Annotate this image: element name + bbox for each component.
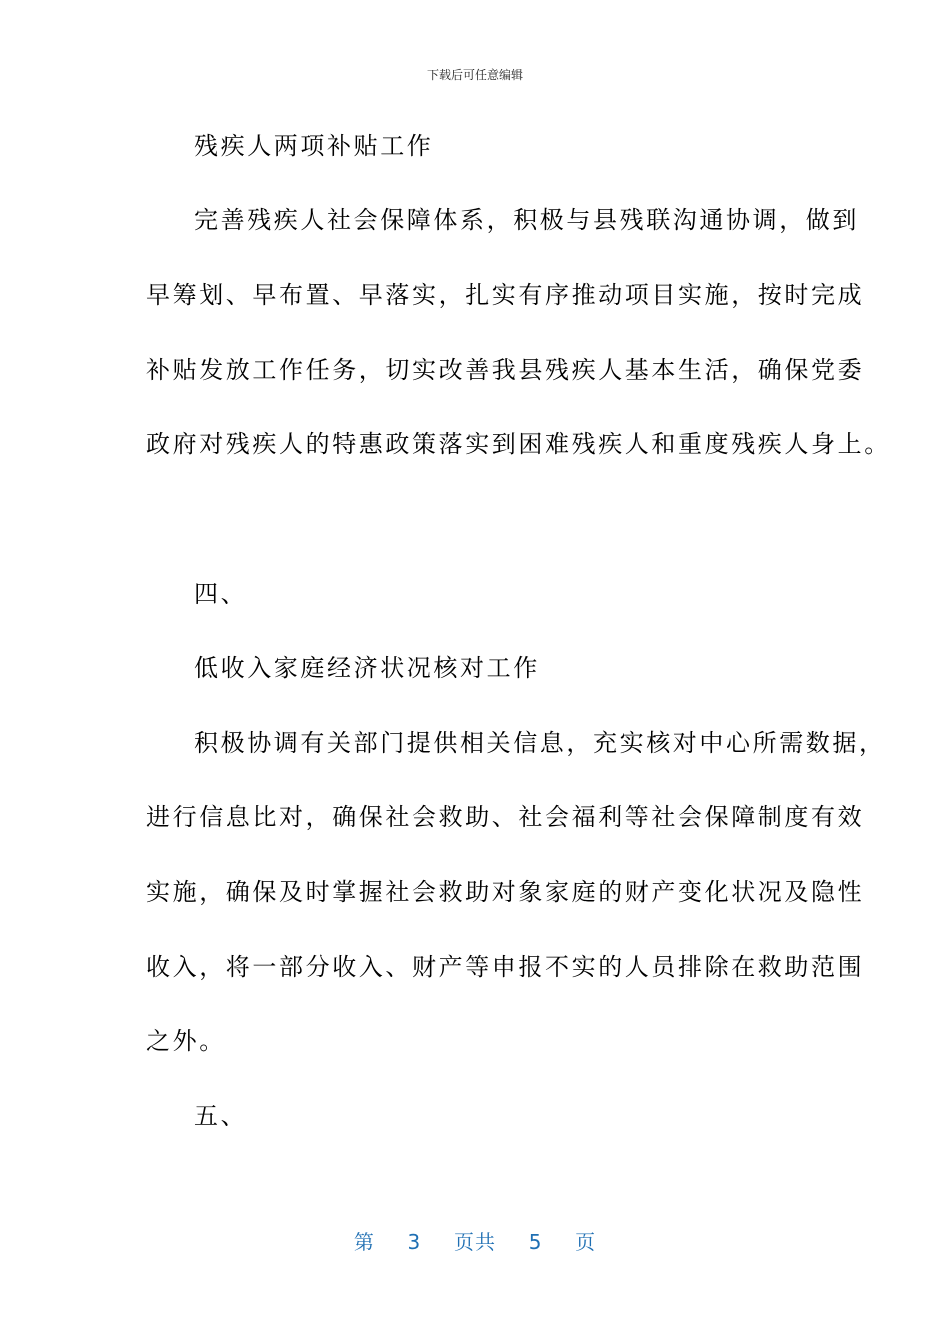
paragraph-line: 补贴发放工作任务，切实改善我县残疾人基本生活，确保党委	[146, 356, 865, 384]
paragraph-line: 之外。	[146, 1027, 226, 1055]
paragraph-line: 收入，将一部分收入、财产等申报不实的人员排除在救助范围	[146, 953, 865, 981]
paragraph-line: 早筹划、早布置、早落实，扎实有序推动项目实施，按时完成	[146, 281, 865, 309]
page-footer	[0, 1226, 950, 1255]
paragraph-line: 进行信息比对，确保社会救助、社会福利等社会保障制度有效	[146, 803, 865, 831]
paragraph-line: 政府对残疾人的特惠政策落实到困难残疾人和重度残疾人身上。	[146, 430, 891, 458]
footer-prefix: 第	[353, 1230, 375, 1254]
section-number: 四、	[194, 580, 248, 608]
section-title: 低收入家庭经济状况核对工作	[194, 654, 540, 682]
footer-current-page: 3	[407, 1230, 422, 1254]
paragraph-line: 实施，确保及时掌握社会救助对象家庭的财产变化状况及隐性	[146, 878, 865, 906]
footer-middle: 页共	[454, 1230, 496, 1254]
paragraph-line: 完善残疾人社会保障体系，积极与县残联沟通协调，做到	[194, 206, 859, 234]
paragraph-line: 积极协调有关部门提供相关信息，充实核对中心所需数据，	[194, 729, 886, 757]
section-title: 残疾人两项补贴工作	[194, 132, 434, 160]
header-note: 下载后可任意编辑	[426, 68, 523, 82]
footer-suffix: 页	[575, 1230, 597, 1254]
section-number: 五、	[194, 1102, 248, 1130]
footer-total-pages: 5	[528, 1230, 543, 1254]
